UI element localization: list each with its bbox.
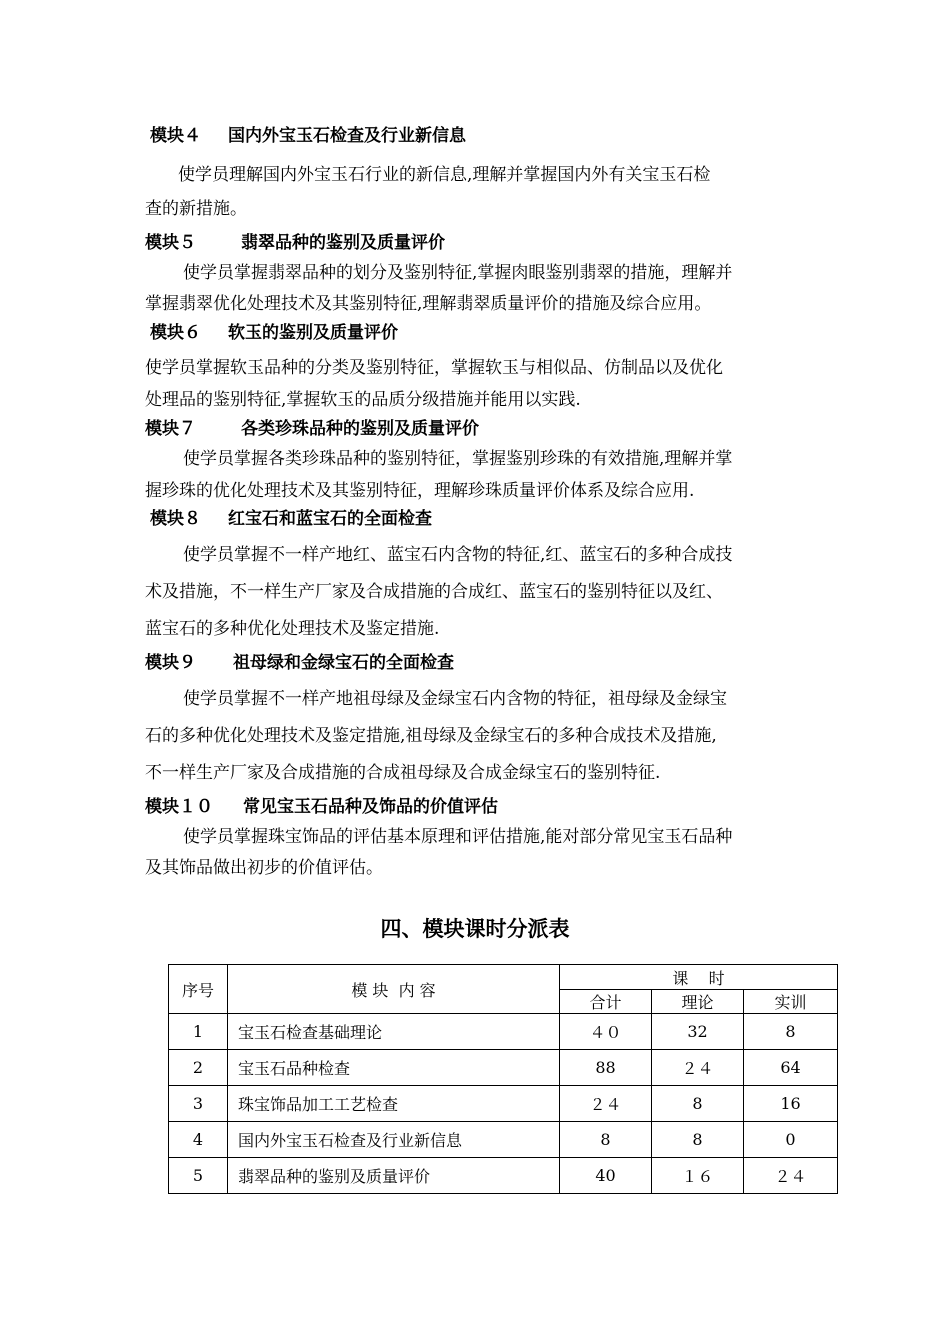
cell-seq: 2 (169, 1050, 228, 1086)
header-content: 模 块 内 容 (228, 965, 560, 1014)
module-6-description (145, 352, 810, 416)
table-row (169, 1086, 838, 1122)
module-number: 模块１０ (145, 797, 213, 817)
module-5-heading (145, 232, 445, 254)
table-row (169, 1158, 838, 1194)
paragraph-line: 使学员掌握翡翠品种的划分及鉴别特征,掌握肉眼鉴别翡翠的措施，理解并 (183, 263, 733, 283)
cell-theory: １６ (652, 1158, 744, 1194)
cell-theory: 8 (652, 1086, 744, 1122)
header-theory: 理论 (652, 990, 744, 1014)
paragraph-line: 握珍珠的优化处理技术及其鉴别特征，理解珍珠质量评价体系及综合应用. (145, 481, 695, 501)
module-number: 模块７ (145, 419, 196, 439)
module-title: 翡翠品种的鉴别及质量评价 (241, 233, 445, 253)
paragraph-line: 不一样生产厂家及合成措施的合成祖母绿及合成金绿宝石的鉴别特征. (145, 763, 661, 783)
cell-practice: 8 (744, 1014, 838, 1050)
cell-content: 宝玉石检查基础理论 (228, 1014, 560, 1050)
header-hours: 课 时 (560, 965, 838, 990)
cell-seq: 1 (169, 1014, 228, 1050)
cell-content: 宝玉石品种检查 (228, 1050, 560, 1086)
cell-practice: 16 (744, 1086, 838, 1122)
paragraph-line: 使学员掌握珠宝饰品的评估基本原理和评估措施,能对部分常见宝玉石品种 (183, 827, 733, 847)
cell-total: ２４ (560, 1086, 652, 1122)
module-title: 红宝石和蓝宝石的全面检查 (228, 509, 432, 529)
paragraph-line: 及其饰品做出初步的价值评估。 (145, 858, 383, 878)
module-number: 模块５ (145, 233, 196, 253)
module-9-heading (145, 652, 454, 674)
paragraph-line: 处理品的鉴别特征,掌握软玉的品质分级措施并能用以实践. (145, 390, 581, 410)
cell-theory: 32 (652, 1014, 744, 1050)
module-number: 模块８ (150, 509, 201, 529)
table-row (169, 1014, 838, 1050)
module-title: 软玉的鉴别及质量评价 (228, 323, 398, 343)
paragraph-line: 使学员掌握不一样产地红、蓝宝石内含物的特征,红、蓝宝石的多种合成技 (183, 545, 733, 565)
table-row (169, 1050, 838, 1086)
cell-content: 国内外宝玉石检查及行业新信息 (228, 1122, 560, 1158)
module-number: 模块６ (150, 323, 201, 343)
paragraph-line: 使学员掌握不一样产地祖母绿及金绿宝石内含物的特征，祖母绿及金绿宝 (183, 689, 727, 709)
cell-total: ４０ (560, 1014, 652, 1050)
module-4-heading (150, 125, 466, 147)
module-9-description (145, 681, 810, 792)
cell-seq: 3 (169, 1086, 228, 1122)
paragraph-line: 使学员理解国内外宝玉石行业的新信息,理解并掌握国内外有关宝玉石检 (178, 165, 711, 185)
module-8-heading (150, 508, 432, 530)
paragraph-line: 术及措施，不一样生产厂家及合成措施的合成红、蓝宝石的鉴别特征以及红、 (145, 582, 723, 602)
module-10-heading (145, 796, 498, 818)
module-title: 常见宝玉石品种及饰品的价值评估 (243, 797, 498, 817)
cell-practice: 0 (744, 1122, 838, 1158)
cell-theory: ２４ (652, 1050, 744, 1086)
header-practice: 实训 (744, 990, 838, 1014)
module-title: 国内外宝玉石检查及行业新信息 (228, 126, 466, 146)
cell-total: 40 (560, 1158, 652, 1194)
module-8-description (145, 537, 810, 648)
module-number: 模块４ (150, 126, 201, 146)
header-total: 合计 (560, 990, 652, 1014)
cell-seq: 4 (169, 1122, 228, 1158)
section-title: 四、模块课时分派表 (380, 917, 570, 941)
cell-practice: ２４ (744, 1158, 838, 1194)
paragraph-line: 石的多种优化处理技术及鉴定措施,祖母绿及金绿宝石的多种合成技术及措施, (145, 726, 717, 746)
table-row (169, 1122, 838, 1158)
module-title: 各类珍珠品种的鉴别及质量评价 (241, 419, 479, 439)
module-7-heading (145, 418, 479, 440)
cell-content: 珠宝饰品加工工艺检查 (228, 1086, 560, 1122)
module-number: 模块９ (145, 653, 196, 673)
paragraph-line: 掌握翡翠优化处理技术及其鉴别特征,理解翡翠质量评价的措施及综合应用。 (145, 294, 712, 314)
paragraph-line: 查的新措施。 (145, 199, 247, 219)
module-5-description (145, 258, 810, 320)
cell-practice: 64 (744, 1050, 838, 1086)
paragraph-line: 使学员掌握各类珍珠品种的鉴别特征，掌握鉴别珍珠的有效措施,理解并掌 (183, 449, 733, 469)
header-seq: 序号 (169, 965, 228, 1014)
module-6-heading (150, 322, 398, 344)
cell-total: 8 (560, 1122, 652, 1158)
paragraph-line: 蓝宝石的多种优化处理技术及鉴定措施. (145, 619, 440, 639)
module-7-description (145, 443, 810, 507)
cell-theory: 8 (652, 1122, 744, 1158)
cell-seq: 5 (169, 1158, 228, 1194)
module-hours-table (168, 964, 838, 1194)
paragraph-line: 使学员掌握软玉品种的分类及鉴别特征，掌握软玉与相似品、仿制品以及优化 (145, 358, 723, 378)
module-title: 祖母绿和金绿宝石的全面检查 (233, 653, 454, 673)
cell-content: 翡翠品种的鉴别及质量评价 (228, 1158, 560, 1194)
cell-total: 88 (560, 1050, 652, 1086)
module-10-description (145, 822, 810, 884)
module-4-description (145, 158, 810, 226)
